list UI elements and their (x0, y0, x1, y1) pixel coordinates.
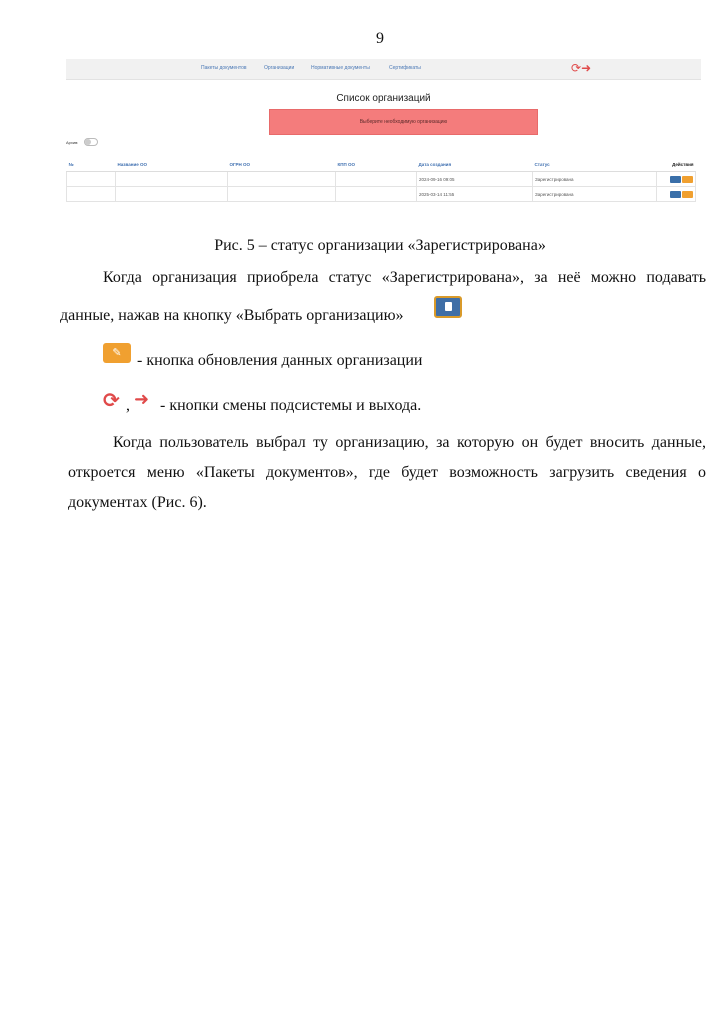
edit-organization-button[interactable] (682, 191, 693, 198)
cell-status: Зарегистрирована (533, 172, 657, 187)
page-number: 9 (376, 30, 384, 47)
select-organization-alert: Выберите необходимую организацию (269, 109, 538, 135)
table-header-row (67, 157, 696, 172)
app-navbar (66, 59, 701, 80)
cell-actions (657, 187, 696, 202)
select-organization-icon (434, 296, 462, 318)
figure-caption: Рис. 5 – статус организации «Зарегистрирована» (214, 237, 546, 254)
edit-icon: ✎ (103, 343, 131, 363)
select-organization-button[interactable] (670, 176, 681, 183)
paragraph-1-line-1: Когда организация приобрела статус «Зарегистрирована», за неё можно подавать (103, 269, 706, 286)
cell-number (67, 187, 116, 202)
organizations-list-title: Список организаций (336, 93, 431, 104)
paragraph-1-line-2: данные, нажав на кнопку «Выбрать организацию» (60, 307, 404, 324)
nav-item-packages[interactable]: Пакеты документов (201, 65, 247, 71)
paragraph-2-line-2: откроется меню «Пакеты документов», где будет возможность загрузить сведения о (68, 464, 706, 481)
column-header-number: № (67, 157, 116, 172)
cell-name (116, 187, 228, 202)
column-header-kpp: КПП ОО (336, 157, 417, 172)
edit-organization-button[interactable] (682, 176, 693, 183)
nav-item-certificates[interactable]: Сертификаты (389, 65, 421, 71)
organizations-table (66, 157, 696, 202)
refresh-icon: ⟳ (103, 388, 120, 412)
paragraph-2-line-3: документах (Рис. 6). (68, 494, 207, 511)
cell-date: 2025-03-14 11:55 (417, 187, 533, 202)
icon-separator: , (126, 397, 130, 414)
archive-label: Архив: (66, 140, 79, 145)
archive-toggle[interactable] (84, 138, 98, 146)
cell-name (116, 172, 228, 187)
exit-icon[interactable]: ➜ (581, 61, 592, 75)
column-header-date: Дата создания (417, 157, 533, 172)
column-header-name: Название ОО (116, 157, 228, 172)
embedded-screenshot (66, 57, 701, 207)
column-header-actions: Действия (657, 157, 696, 172)
cell-ogrn (228, 172, 336, 187)
select-organization-button[interactable] (670, 191, 681, 198)
edit-button-description: - кнопка обновления данных организации (137, 352, 423, 369)
column-header-ogrn: ОГРН ОО (228, 157, 336, 172)
nav-icons (571, 62, 591, 74)
nav-item-normative-docs[interactable]: Нормативные документы (311, 65, 370, 71)
cell-kpp (336, 187, 417, 202)
exit-icon: ➜ (134, 389, 150, 410)
cell-actions (657, 172, 696, 187)
buttons-description: - кнопки смены подсистемы и выхода. (160, 397, 422, 414)
table-row (67, 187, 696, 202)
cell-status: Зарегистрирована (533, 187, 657, 202)
cell-kpp (336, 172, 417, 187)
table-row (67, 172, 696, 187)
cell-ogrn (228, 187, 336, 202)
cell-number (67, 172, 116, 187)
column-header-status: Статус (533, 157, 657, 172)
nav-item-organizations[interactable]: Организации (264, 65, 295, 71)
refresh-icon[interactable]: ⟳ (571, 61, 582, 75)
paragraph-2-line-1: Когда пользователь выбрал ту организацию, за которую он будет вносить данные, (113, 434, 706, 451)
cell-date: 2024-09-16 09:05 (417, 172, 533, 187)
